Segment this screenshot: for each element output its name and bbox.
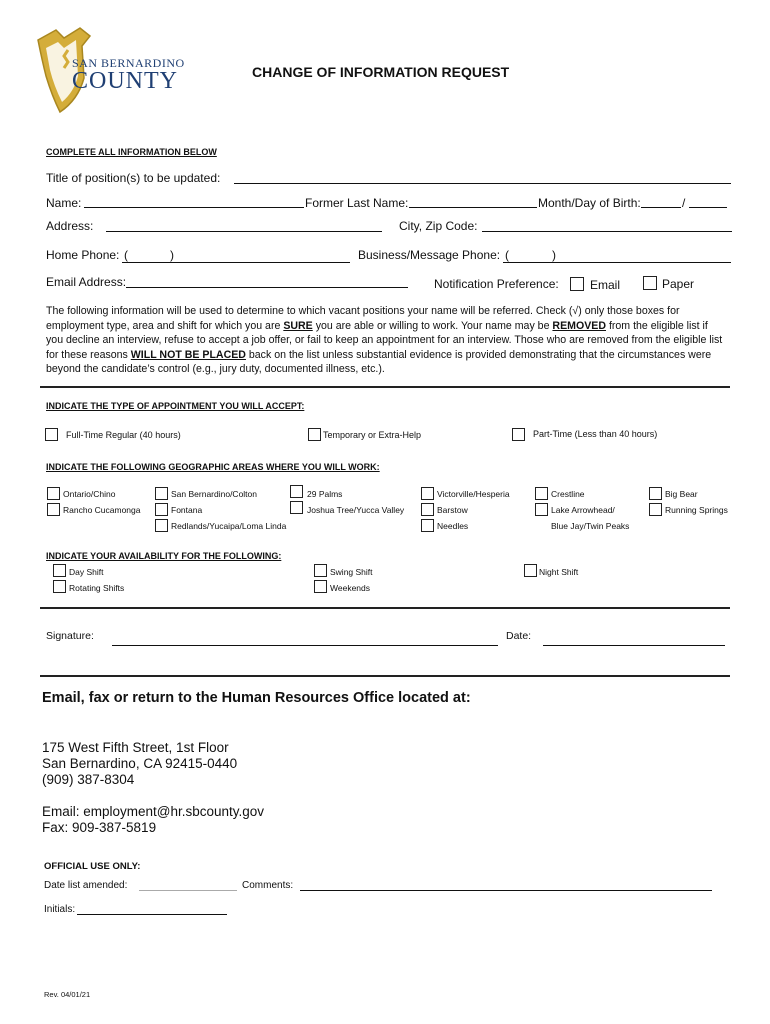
barstow-label: Barstow <box>437 505 468 515</box>
day-shift-checkbox[interactable] <box>53 564 66 577</box>
notif-paper-label: Paper <box>662 277 695 291</box>
former-last-name-label: Former Last Name: <box>305 196 409 210</box>
victorville-checkbox[interactable] <box>421 487 434 500</box>
office-phone: (909) 387-8304 <box>42 772 135 787</box>
crestline-checkbox[interactable] <box>535 487 548 500</box>
business-phone-paren-open: ( <box>505 248 509 262</box>
fontana-checkbox[interactable] <box>155 503 168 516</box>
rotating-checkbox[interactable] <box>53 580 66 593</box>
date-list-label: Date list amended: <box>44 880 128 891</box>
form-title: CHANGE OF INFORMATION REQUEST <box>252 64 510 80</box>
address-label: Address: <box>46 219 94 233</box>
comments-label: Comments: <box>242 880 294 891</box>
logo-line2: COUNTY <box>72 68 178 94</box>
birth-month-field[interactable] <box>641 207 681 208</box>
notif-email-label: Email <box>590 278 621 292</box>
address-line-2: San Bernardino, CA 92415-0440 <box>42 756 238 771</box>
address-line-1: 175 West Fifth Street, 1st Floor <box>42 740 229 755</box>
city-zip-field[interactable] <box>482 231 732 232</box>
business-phone-label: Business/Message Phone: <box>358 248 501 262</box>
rotating-label: Rotating Shifts <box>69 583 125 593</box>
date-field[interactable] <box>543 645 725 646</box>
lake-arrowhead-label: Lake Arrowhead/ <box>551 505 615 515</box>
date-label: Date: <box>506 630 532 642</box>
email-address-field[interactable] <box>126 287 408 288</box>
availability-header: INDICATE YOUR AVAILABILITY FOR THE FOLLOWING: <box>46 551 282 561</box>
signature-field[interactable] <box>112 645 498 646</box>
office-email: Email: employment@hr.sbcounty.gov <box>42 804 265 819</box>
lake-arrowhead-checkbox[interactable] <box>535 503 548 516</box>
address-field[interactable] <box>106 231 382 232</box>
sb-colton-checkbox[interactable] <box>155 487 168 500</box>
joshua-label: Joshua Tree/Yucca Valley <box>307 505 405 515</box>
notification-label: Notification Preference: <box>434 277 559 291</box>
redlands-label: Redlands/Yucaipa/Loma Linda <box>171 521 287 531</box>
palms-checkbox[interactable] <box>290 485 303 498</box>
part-time-checkbox[interactable] <box>512 428 525 441</box>
barstow-checkbox[interactable] <box>421 503 434 516</box>
title-position-label: Title of position(s) to be updated: <box>46 171 221 185</box>
blue-jay-label: Blue Jay/Twin Peaks <box>551 521 630 531</box>
county-logo <box>34 26 184 116</box>
title-position-field[interactable] <box>234 183 731 184</box>
night-shift-checkbox[interactable] <box>524 564 537 577</box>
para-sure: SURE <box>283 319 313 332</box>
home-phone-paren-close: ) <box>170 248 174 262</box>
needles-label: Needles <box>437 521 469 531</box>
rancho-checkbox[interactable] <box>47 503 60 516</box>
para-removed: REMOVED <box>552 319 606 332</box>
divider-3 <box>40 675 730 677</box>
initials-label: Initials: <box>44 904 76 915</box>
birth-day-field[interactable] <box>689 207 727 208</box>
running-springs-checkbox[interactable] <box>649 503 662 516</box>
date-list-field[interactable] <box>139 890 237 891</box>
temporary-label: Temporary or Extra-Help <box>323 430 422 440</box>
birth-separator: / <box>682 196 686 210</box>
business-phone-field[interactable] <box>503 262 731 263</box>
instructions-paragraph <box>46 304 726 377</box>
para-text-1: The following information will be used to determine to which vacant positions your name will be referred. Check (√) only those boxes for employment type, area and shift for which you are <box>46 305 680 332</box>
full-time-label: Full-Time Regular (40 hours) <box>66 430 181 440</box>
day-shift-label: Day Shift <box>69 567 104 577</box>
night-shift-label: Night Shift <box>539 567 579 577</box>
former-last-name-field[interactable] <box>409 207 537 208</box>
divider-2 <box>40 607 730 609</box>
weekends-checkbox[interactable] <box>314 580 327 593</box>
return-heading: Email, fax or return to the Human Resources Office located at: <box>42 690 471 706</box>
initials-field[interactable] <box>77 914 227 915</box>
para-not-placed: WILL NOT BE PLACED <box>130 348 246 361</box>
appointment-header: INDICATE THE TYPE OF APPOINTMENT YOU WILL ACCEPT: <box>46 401 305 411</box>
big-bear-label: Big Bear <box>665 489 698 499</box>
para-text-3: from the eligible list if you decline an interview, refuse to accept a job offer, or fail to keep an appointment for an interview. Those who are removed from the eligible list for these reasons <box>46 319 723 361</box>
ontario-label: Ontario/Chino <box>63 489 116 499</box>
comments-field[interactable] <box>300 890 712 891</box>
home-phone-field[interactable] <box>122 262 350 263</box>
name-field[interactable] <box>84 207 304 208</box>
logo-line1: SAN BERNARDINO <box>72 56 185 70</box>
ontario-checkbox[interactable] <box>47 487 60 500</box>
crestline-label: Crestline <box>551 489 585 499</box>
swing-shift-label: Swing Shift <box>330 567 373 577</box>
city-zip-label: City, Zip Code: <box>399 219 478 233</box>
name-label: Name: <box>46 196 82 210</box>
weekends-label: Weekends <box>330 583 371 593</box>
fontana-label: Fontana <box>171 505 203 515</box>
para-text-2: you are able or willing to work. Your name may be <box>312 319 553 332</box>
official-use-header: OFFICIAL USE ONLY: <box>44 861 141 872</box>
part-time-label: Part-Time (Less than 40 hours) <box>533 429 658 439</box>
victorville-label: Victorville/Hesperia <box>437 489 510 499</box>
redlands-checkbox[interactable] <box>155 519 168 532</box>
notif-email-checkbox[interactable] <box>570 277 584 291</box>
para-text-4: back on the list unless substantial evidence is provided demonstrating that the circumstances were beyond the candidate’s control (e.g., jury duty, documented illness, etc.). <box>46 348 712 376</box>
divider-1 <box>40 386 730 388</box>
big-bear-checkbox[interactable] <box>649 487 662 500</box>
signature-label: Signature: <box>46 630 94 642</box>
business-phone-paren-close: ) <box>552 248 556 262</box>
palms-label: 29 Palms <box>307 489 343 499</box>
email-address-label: Email Address: <box>46 275 127 289</box>
areas-header: INDICATE THE FOLLOWING GEOGRAPHIC AREAS WHERE YOU WILL WORK: <box>46 462 380 472</box>
home-phone-label: Home Phone: <box>46 248 120 262</box>
swing-shift-checkbox[interactable] <box>314 564 327 577</box>
complete-all-header: COMPLETE ALL INFORMATION BELOW <box>46 147 217 157</box>
notif-paper-checkbox[interactable] <box>643 276 657 290</box>
rancho-label: Rancho Cucamonga <box>63 505 141 515</box>
sb-colton-label: San Bernardino/Colton <box>171 489 258 499</box>
running-springs-label: Running Springs <box>665 505 728 515</box>
needles-checkbox[interactable] <box>421 519 434 532</box>
joshua-checkbox[interactable] <box>290 501 303 514</box>
home-phone-paren-open: ( <box>124 248 128 262</box>
birth-label: Month/Day of Birth: <box>538 196 641 210</box>
full-time-checkbox[interactable] <box>45 428 58 441</box>
revision-date: Rev. 04/01/21 <box>44 990 91 999</box>
office-fax: Fax: 909-387-5819 <box>42 820 157 835</box>
temporary-checkbox[interactable] <box>308 428 321 441</box>
